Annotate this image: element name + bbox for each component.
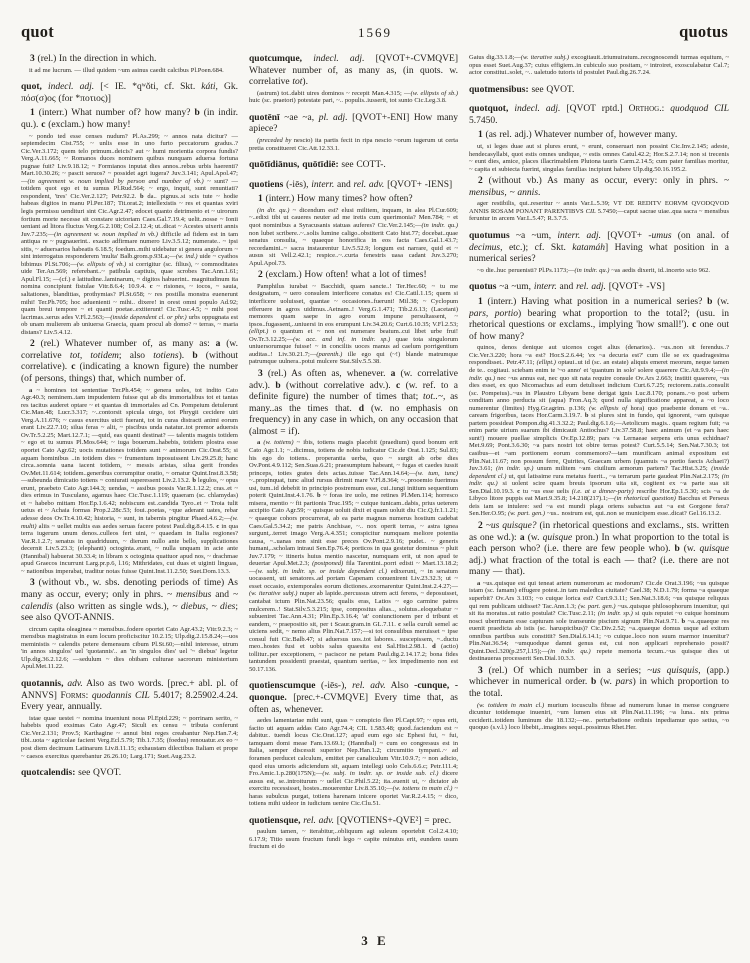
cross-reference: quotmensibus: see QVOT. — [469, 84, 575, 95]
sense-definition: 3 (rel.) As often as, whenever. a (w. correlative adv.). b (without correlative adv.). c (w. ref. to a definite figure) the number of times that; tot..~, as many..as the times that. d (w. no emphasis on frequency) in any case in which, on any occasion that (almost = if). — [249, 368, 458, 437]
sense-definition: 2 (exclam.) How often! what a lot of times! — [258, 270, 427, 281]
sense-definition: 1 (as rel. adj.) Whatever number of, however many. — [478, 130, 678, 141]
entry-headword-paragraph: quotumus ~a ~um, interr. adj. [QVOT+ -umus (on anal. of decimus, etc.); cf. Skt. katamáh] Having what position in a numerical series? — [469, 231, 729, 265]
sense-definition: 1 (interr.) What number of? how many? b (in indir. qu.). c (exclam.) how many! — [21, 108, 238, 130]
sense-definition: 1 (interr.) How many times? how often? — [258, 194, 413, 205]
citation-block: ~o die..huc peruenisti? Pl.Ps.1173;—(in indir. qu.) ~as aedis dixerit, id..incerto scio 962. — [477, 266, 711, 274]
sense-definition: 3 (rel.) Of which number in a series; ~us quisquis, (app.) whichever in numerical order. b (w. pars) in which proportion to the total. — [469, 665, 729, 700]
column-1 — [21, 54, 238, 946]
citation-block: ager restibilis, qui..reseritur ~ annis Var.L.5.39; VT DE REDITV EORVM QVODQVOD ANNIS ROSAM PONANT PARENTIBVS CIL 5.7450;—caput sacrae uiae..qua sacra ~ mensibus feruntur in arcem Var.L.5.47; R.3.7.5. — [469, 200, 729, 223]
column-2 — [249, 54, 458, 934]
text-columns — [21, 54, 729, 958]
citation-block: a ~ homines tot sententiae Ter.Ph.454; ~ genera uoles, tot indito Cato Agr.40.3; neminem..tam impudentem fuisse qui ab dis immortalibus tot et tantas res tacitus auderet optare ~ et quantas di immortales ad Cn. Pompeium detulerunt Cic.Man.48; Lucr.3.317; ~..contorsit spicula uirgo, tot Phrygii cecidere uiri Verg.A.11.676; ~ casus exercitus uicti fuerant, tot in curas distracti animi eorum erant Liv.22.7.10; silua feras ~ alit, ~ piscibus unda natatur..tot premor aduersis Ov.Tr.5.2.25; Mart.12.7.1; —quid, eas quanti destinat? — talentis magnis totidem ~ ego et tu sumus Pl.Mos.644; ~ iuga bouerum..habebis, totidem plostra esse oportet Cato Agr.62; uocis mutationes totidem sunt ~ animorum Cic.Orat.55; si aquam hominibus ..in totidem dies ~ frumentum inposuissent Liv.29.25.8; hanc circa..somnia uana iacent totidem, ~ messis aristas, silua gerit frondes Ov.Met.11.614; totidem..generibus corrumpitur oratio, ~ ornatur Quint.Inst.8.3.58;—subeunda dimicatio totiens ~ coniurati superessent Liv.2.13.2. b legulos, ~ opus erunt, praebeto Cato Agr.144.3; uendas, ~ assibus possis Var.R.1.12.2; cras..et ~ dies erimus in Tusculano, agamus haec Cic.Tusc.1.119; quaeram (sc. chlamydas) et ~ habebo mittam Hor.Ep.1.6.42; nobiscum est..candida Tyro..et ~ Troia tulit uetus et ~ Achaia formas Prop.2.28c.53; foui..poetas, ~que aderant uates, rebar adesse deos Ov.Tr.4.10.42; historia, ~ sunt, in tabernis pingitur Phaed.4.6.2;—(w. multi) aliis ~ uellet multis eas aedes seruas facere potest Paul.dig.8.4.15. c in qua terra iugerum unum denos..culleos fert uini, ~ quaedam in Italia regiones? Var.R.1.2.7; senatus in quadriduum, ~ dierum nullo ante bello, supplicationes decernit Liv.5.23.3; (elephanti) octoginta..erant, ~ nulla unquam in acie ante (Hannibal) habuerat 30.33.4; in libram x octoginta quattuor apud nos, ~ drachmae apud Graecos incurrunt Larg.pr.p.6, l.16; Mithridates, cui duas et uiginti linguas, ~ nationibus imperabat, traditur notas fuisse Quint.Inst.11.2.50; Suet.Dom.13.3. — [21, 386, 238, 575]
citation-block: it ad me lucrum. — illud quidem ~um asinus caedit calcibus Pl.Poen.684. — [29, 66, 224, 74]
citation-block: paulum tamen, ~ iterabitur,..obliquum agi suleum oportebit Col.2.4.10; 6.17.9; Titio usum fructum fundi lego ~ capite minutus erit, eundem usum fructum ei do — [249, 828, 458, 851]
citation-block: (w. totidem in main cl.) murium iocusculis fibrae ad numerum lunae in mense congruere dicuntur totidemque inueniri, ~um lumen eius sit Plin.Nat.11.196; ~a luna.. nix prima ceciderit..totidem luminum die 18.132;—ne.. perturbatione ordinis inpediamur quo setius, ~o quoquo (s.v.l.) loco libebit,..imagines sequi..possimus Rhet.Her. — [469, 701, 729, 732]
entry-headword-paragraph: quotannis, adv. Also as two words. [prec.+ abl. pl. of ANNVS] Forms: quodannis CIL 5.4017; 8.25902.4.24. Every year, annually. — [21, 678, 238, 713]
citation-block: Pamphilus iurabat ~ Bacchidi, quam sancte..! Ter.Hec.60; ~ tu me designatum, ~ uero consulem interficere conatus es! Cic.Catil.1.15; quem si interficere uoluisset, quantae ~ occasiones..fuerunt! Mil.38; ~ Cyclopum efferuere in agros uidimus..Aetnam..! Verg.G.1.471; Tib.2.6.13; (Lacetani) memores quam saepe in agro eorum impune persultassent, ~ ipsos..fugassent,..uniuersi in eos erumpunt Liv.34.20.6; Curt.6.10.35; V.Fl.2.53; (ellipt.) o quantum et ~ non est numerare beatum..cui libet urbe frui! Ov.Tr.3.12.25;—(w. acc. and inf. in indir. sp.) quae tota singulorum uniuersorumque fuisse! ~ in conciliis uoces manus ad caelum porrigentium auditas..! Liv.30.21.7;—(parenth.) ille ego qui (~!) blande matrumque patrumque uulnera..potui mulcere Stat.Silv.5.5.38. — [249, 282, 458, 366]
citation-block: a ~us..quisque est qui teneat artem numerorum ac modorum? Cic.de Orat.3.196; ~us quisque istam (sc. famam) effugere potest..in tam maledica ciuitate? Cael.38; N.D.1.79; forma ~a quaeque superbit? Ov.Ars 3.103; ~o cuique lorica est? Curt.9.3.11; Sen.Nat.3.18.6; ~us quisque reliquus qui rem publicam uidisset? Tac.Ann.1.3; (w. part. gen.) ~us..quisque philosophorum inuenitur, qui sit ita moratus..ut ratio postulat? Cic.Tusc.2.11; (in indir. sp.) si quis reputet ~o cuique hominum nosci uberrimam esse capturam sole transeunte piscium signum Plin.Nat.9.71. b ~a..quaeque res euenit praedicta ab istis (sc. haruspicibus)? Cic.Div.2.52; ~a..quaeque domus usque ad exitum omnibus partibus suis constitit? Sen.Dial.6.14.1; ~o cuique..loco non suum marmor inuenitur? Plin.Nat.36.54; ~umquodque damni genus est, cui non applicari reprehensio possit? Quint.Decl.320(p.257,l.15);—(in indir. qu.) repete memoria tecum..~us quisque dies ut destinaueras processerit Sen.Dial.10.3.3. — [469, 579, 729, 663]
entry-headword-paragraph: quotcumque, indecl. adj. [QVOT+-CVMQVE] Whatever number of, as many as, (in quots. w. correlative tot). — [249, 54, 458, 88]
column-3 — [469, 54, 729, 958]
citation-block: circum capita oleaginea ~ mensibus..fodere oportet Cato Agr.43.2; Vitr.9.2.3; ~ mensibus magistratus in eum locum proficiscitur 10.2.15; Ulp.dig.2.15.8.24;—uos meministis ~ calendis petere demensum cibum Pl.St.60;—nihil interesse, utrum 'in annos singulos' uel 'quotannis'.. an 'in singulos dies' uel '~ diebus' legetur Ulp.dig.36.2.12.6; —sedulum ~ dies obibam culturae sacrorum ministerium Apul.Met.11.22. — [21, 625, 238, 671]
citation-block: aedes lamentariae mihi sunt, quas ~ conspicio fleo Pl.Capt.97; ~ opus erit, facito uti aquam addas Cato Agr.74.4; CIL 1.583.48; quod..faciendum est ~ dabitur.. tuendi locus Cic.Orat.127; apud eum ego sic Ephesi fui, ~ fui, tamquam domi meae Fam.13.69.1; (Hannibal) ~ cum eo congressus est in Italia, semper discessit superior Nep.Han.1.2; circumitio tympani..~ ad foramen perducet calculum, emittet per canaliculum Vitr.10.9.7; ~ non adicio, quod eius umoris adiciendum sit, aquam intellegi uolo Cels.6.6.c; Petr.111.4; Fro.Amic.1.p.280(175N);—(w. subj. in indir. sp. or inside sub. cl.) dicere ausus est, se..introiturum ~ uellet Cic.Phil.5.22; ita..euenit ut, ~ dictator ab exercitu recessisset, hostes..mouerentur Liv.8.35.10;—(w. totiens in main cl.) ~ haras subulcus purgat, totiens harenam inicere oportet Var.R.2.4.15; ~ dico, totiens mihi uideor in iudicium uenire Cic.Clu.51. — [249, 717, 458, 808]
entry-headword-paragraph: quot, indecl. adj. [< IE. *qʷŏti, cf. Skt. káti, Gk. πόσ(σ)ος (for *ποτιος)] — [21, 82, 238, 104]
sense-definition: 3 (without vb., w. sbs. denoting periods of time) As many as occur, every; only in phrs. ~ mensibus and ~ calendis (also written as single wds.), ~ diebus, ~ dies; see also QVOT-ANNIS. — [21, 578, 238, 624]
running-head-right-catchword: quotus — [679, 22, 728, 41]
sense-definition: 1 (interr.) Having what position in a numerical series? b (w. pars, portio) bearing what proportion to the total?; (usu. in rhetorical questions or exclams., implying 'how small!'). c one out of how many? — [469, 296, 729, 342]
printers-signature: 3 E — [361, 933, 389, 948]
cross-reference: quotcalendis: see QVOT. — [21, 768, 122, 779]
citation-block: ~ pondo ted esse censes nudum? Pl.As.299; ~ annos nata dicitur? — septemdecim Cist.755; ~ unlis esse in uno furto peccatorum gradus..? Cic.Ver.3.172; quem telo primum..deicis? aut ~ humi morientia corpora fundis? Verg.A.11.665; ~ Romanos duces nominem quibus nunquam aduersa fortuna pugnae fuit? Liv.9.18.12; ~ Formianos inputat dies annos..rebus urbis haerenti? Mart.10.30.26; ~ pascit seruos? ~ possidet agri iugera? Juv.3.141; Apul.Apol.47;—(in agreement w. noun implied by person and number of vb.) ~ sunt? — totidem quot ego et tu sumus Pl.Rud.564; ~ ergo, inquit, sunt renuntiati? respondent, 'tres' Cic.Ver.2.127; Petr.92.2. b da.. pignus..si scis tute ~ hodie habeas digitos in manu Pl.Per.187; Tit.orat.2; intellexistis ~ res et quantas xviri legis permissu uendituri sint Cic.Agr.2.47; edocet quanto detrimento et ~ uirorum fortium morte necesse sit constare uictoriam Caes.Gal.7.19.4; uelit..nosse ~ Ionii ueniant ad litora fluctus Verg.G.2.108; Col.2.12.4; ut..dicat ~ Acestes uixerit annis Juv.7.235;—(in agreement w. noun implied in vb.) difficile ad fidem est in tam antiqua re ~ pugnauerint.. exacto adfirmare numero Liv.3.5.12; numerate.. ~ ipsi sitis, ~ aduersarios habeatis 6.18.5; foedum..mihi uidebatur si genera angulorum ~ sint interrogatus responderem 'multa' Balb.grom.p.93La;—(w. ind.) uide ~ cyathos bibimus Pl.St.706;—(w. ellipsis of vb.) si corrigitur (sc. filius), ~ commoditates uide Ter.An.569; referebant..~ patibula captiuis, quae scrobes Tac.Ann.1.61; Apul.Fl.15; —(cf.) e latitudine..laminarum, ~ digitos habuerint.. magnitudinum ita nomina concipiunt fistulae Vitr.8.6.4; 10.9.4. c ~ risiones, ~ iocos, ~ sauia, saltationes, blanditias, prothymias? Pl.St.658; ~ res postilla monstra euenerunt mihi! Ter.Ph.705; hoc aduenienti ~ mihi.. dixere! in orest omni populo Ad.92; quam breui tempore ~ et quanti poetae..extiterunt! Cic.Tusc.4.5; ~ mihi post lacrimas..serus ades V.Fl.2.563;—(inside dependent cl. or phr.) urbs oppugnata est ob unam mulierem ab uniuersa Graecia, quam procul ab domo? ~ terras, ~ maria distans? Liv.5.4.12. — [21, 132, 238, 336]
citation-block: (preceded by nescio) ita partis fecit in ripa nescio ~orum iugerum ut certa pretia constitueret Cic.Att.12.33.1. — [249, 137, 458, 152]
entry-headword-paragraph: quotienscumque (-iēs-), rel. adv. Also -cunque, -quonque. [prec.+-CVMQVE] Every time that, as often as, whenever. — [249, 681, 458, 715]
citation-block: istae quae uestei ~ nomina inueniunt noua Pl.Epid.229; ~ porrinam serito, ~ habebis quod exsimas Cato Agr.47; Siculi ex censu ~ tributa conferunt Cic.Ver.2.131; Prov.5; Karthagine ~ annui bini reges creabantur Nep.Han.7.4; tibi..uota ~ agricolae facient Verg.Ecl.5.79; Tib.1.7.35; (foedus) renouatur..ex eo ~ post diem decimum Latinarum Liv.8.11.15; exhaustam dilectibus Italiam et prope ~ caesos exercitus querebantur 26.26.10; Larg.171; Suet.Aug.23.2. — [21, 714, 238, 760]
citation-block: (astrum) tot..dabit uires dominos ~ recepit Man.4.315; —(w. ellipsis of sb.) huic (sc. praetori) potestate pari, ~.. populis..iusserit, tot sunto Cic.Leg.3.8. — [249, 89, 458, 105]
page-number: 1569 — [358, 25, 392, 40]
sense-definition: 2 ~us quisque? (in rhetorical questions and exclams., sts. written as one wd.): a (w. quisque pron.) In what proportion to the total is each person who? (i.e. there are few people who). b (w. quisque adj.) what fraction of the total is each — that? (i.e. there are not many — that). — [469, 520, 729, 578]
sense-definition: 2 (rel.) Whatever number of, as many as: a (w. correlative tot, totidem; also totiens). b (without correlative). c (indicating a known figure) the number (of persons, things) that, which number of. — [21, 339, 238, 385]
sense-definition: 3 (rel.) In the direction in which. — [30, 54, 157, 64]
entry-headword-paragraph: quotquot, indecl. adj. [QVOT rptd.] Orthog.: quodquod CIL 5.7450. — [469, 104, 729, 126]
entry-headword-paragraph: quotus ~a ~um, interr. and rel. adj. [QVOT+ -VS] — [469, 282, 665, 293]
citation-block: (in dir. qu.) ~ dicendum est? elusi militem, inquam, in alea Pl.Cur.609; ~..edixi tibi ut caueres neuter ad me iretis cum querimonia? Men.784; ~ et quot nominibus a Syracusanis statuas auferes? Cic.Ver.2.145;—(in indir. qu.) non lubet scribere..~..solis lumine caligo..obstiterit Cato hist.77; docebat..quae senatus consulta, ~ quaeque honorifica in eos facta Caes.Gal.1.43.7; recordamini..~ sacra instaurentur Liv.5.52.9; longum est narrare, quid et ~ ausus sit Vell.2.42.1; respice..~..curta fenestris uasa cadant Juv.3.270; Apul.Apol.73. — [249, 206, 458, 267]
running-head-left-catchword: quot — [21, 22, 54, 41]
entry-headword-paragraph: quotēnī ~ae ~a, pl. adj. [QVOT+-ENI] How many apiece? — [249, 112, 458, 135]
entry-headword-paragraph: quotiensque, rel. adv. [QVOTIENS+-QVE²] = prec. — [249, 815, 452, 826]
citation-block: ut, si leges duae aut si plures erunt, ~ erunt, conseruari non possint Cic.Inv.2.145; adeste, hendecasyllabi, quot estis omnes undique, ~ estis omnes Catul.42.2; Hor.S.2.7.14; non si trecenis ~ eunt dies, amice, places illacrimabilem Plutona tauris Carm.2.14.5; cum pater familias moritur, ~ capita ei subiecta fuerint, singulas familias incipiunt habere Ulp.dig.50.16.195.2. — [469, 143, 729, 173]
citation-continuation: Gaius dig.33.1.8;—(w. iterative subj.) excogitauit..triumuiratum..recognoscendi turmas equitum, ~ opus esset Suet.Aug.37; cuius effigiem..in cubiculo suo positam, ~ introiret, exosculabatur Cal.7; actor constitui..solet, ~.. ualetudo tutoris id postulet Paul.dig.26.7.24. — [469, 54, 729, 77]
cross-reference: quōtīdiānus, quōtīdiē: see COTT-. — [249, 160, 386, 171]
entry-headword-paragraph: quotiens (-iēs), interr. and rel. adv. [QVOT+ -IENS] — [249, 179, 453, 190]
sense-definition: 2 (without vb.) As many as occur, every: only in phrs. ~ mensibus, ~ annis. — [469, 176, 729, 198]
citation-block: a (w. totiens) ~ ibis, totiens magis placebit (praedium) quod bonum erit Cato Agr.1.1; ~..dicimus, totiens de nobis iudicatur Cic.de Orat.1.125; Sul.83; his ego do totiens.. properantia uerba, quo ~ surgit ab orbe dies Ov.Pont.4.9.112; Sen.Suas.6.21; praesumptum habeant, ~ fugas et caedes iussit princeps, toties grates deis actas..tuisse Tac.Ann.14.64;—(w. tum, tunc) ~..propinquat, tunc aliud rursus dirimit mare V.Fl.8.364; ~..prooemio fuerimus usi, tum..id debebit in principio postremum esse, cui..iungi initium sequentium poterit Quint.Inst.4.1.76. b ~ foras ire uolo, me retines Pl.Men.114; horresco misera, mentio ~ fit partionis Truc.195; ~ cuique tunicam..dabis, prius ueterem accipito Cato Agr.59; ~ quisque uoluit dixit et quam uoluit diu Cic.Q.fr.1.1.21; ~ quaeque cohors procurrerat, ab ea parte magnus numerus hostium cadebat Caes.Gal.5.34.2; me patris Anchisae, ~.. nox operit terras, ~ astra ignea surgunt,..terret imago Verg.A.4.351; conspicitur numquam meliore potentia causa, ~..uanas non sinit esse preces Ov.Pont.2.9.16; pudet.. ~ generis humani,..scholam intraui Sen.Ep.76.4; porticos in qua gestetur dominus ~ pluit Juv.7.179; ~ itineris huius mentio nascetur, numquam erit, ut non apud te deuertar Apul.Met.2.3; (postponed) fila Tarentini..porri edisti ~ Mart.13.18.2;—(w. subj. in indir. sp. or inside dependent cl.) edixerunt, ~ in senatum uocassent, uti senatores..ad portam Capenam conuenirent Liv.23.32.3; ut ~ esset occasio, extemporales eorum dictiones..exornarentur Quint.Inst.2.4.27;—(w. iterative subj.) nuper ab lapide..percussus utrem acti ferens, ~ deposuisset, cantabat ictum Plin.Nat.23.56; qualis eras, Latios ~ ego carmine patres mulcerem..! Stat.Silv.5.3.215; ipse, compositus alias.., solutus..eloquebatur ~ subueniret Tac.Ann.4.31; Plin.Ep.3.16.4; 'at' coniunctionem per d tribunt et eandem, ~ praepositio sit, per t Scaur.gram.in GL.7.11. c sella curuli semel ac uiciens sedit, ~ nemo alius Plin.Nat.7.157;—si tot consulibus meruisset ~ ipse consul fuit Cic.Balb.47; si aduersus uos..tot labores.. suscepissem, ~..ductu meo..hostes fusi et uobis salus quaesita est Sal.Hist.2.98.1. d (actio) tollitur..per exceptionem, ~ paciscor ne petam Paul.dig.2.14.17.2; bona fides tantundem possidenti praestat, quantum ueritas, ~ lex impedimento non est 50.17.136. — [249, 439, 458, 673]
citation-block: quinos, denos denique aut uicenos coget alius (denarios).. ~us..non sit ferendus..? Cic.Ver.3.220; hora ~a est? Hor.S.2.6.44; 'ex ~a decuria est?' cum ille se ex quadragesima respondisset.. Petr.47.11; (ellipt.) optaui..ut id (sc. an estate) aliquis emeret meorum, neque tamen de te.. cogitaui. sciebam enim te '~o anno' et 'quantum in solo' solere quaerere Cic.Att.9.9.4;—(in indir. qu.) nec ~us annus eat, nec quo sit nata require consule Ov.Ars 2.663; institit quaerere, ~us dies esset, ex quo Nicomachus ad eum detulisset indicium Curt.6.7.25; rectorem..ratis..consulit (sc. Pompeius)..~us in Plaustro Libyam bene derigat ignis Luc.8.170; ponam..~o post urbem conditam anno perducta sit (aqua) Fron.Aq.3; quod nulla significatione appareat, a ~o loco numerentur (limites) Hyg.Gr.agrim. p.136; (w. ellipsis of hora) quo praebente donum et ~a.. caream frigoribus, taces Hor.Carm.3.19.7. b si plures sint in fundo, qui ignorent, ~am quisque partem possideat Pompon.dig.41.3.32.2; Paul.dig.6.1.6;—Aetolicum magis.. quam regium fuit; ~a enim parte uirium suarum ibi dimicauit Antiochus? Liv.37.58.8; haec animum (et ~a pars haec sunt!) mouere puellae simplicis Ov.Ep.12.89; pars ~a Lernaeae serpens eris unus echidnae? Met.9.69; Pont.3.6.30; ~a pars nostri tot obire terras potest? Curt.5.5.14; Sen.Nat.7.30.3; tot casibus—et ~am portionem eorum commemoro?—tam munificam animal expositum est Plin.Nat.11.67; non possum ferre, Quirites, Graecam urbem (quamuis ~a portio faecis Achaei?) Juv.3.61; (in indir. sp.) unum militem ~am ciuilium armorum partem? Tac.Hist.3.25; (inside dependent cl.) ut, qui latissime rura metatus fuerit.., ~a terrarum parte gaudeat Plin.Nat.2.175; (in indir. qu.) si uolent scire quam breuis ipsorum uita sit, cogitent ex ~a parte sua sit Sen.Dial.10.19.3. c tu ~us esse uelis (i.e. at a dinner-party) rescribe Hor.Ep.1.5.30; scis ~a de Libyco litore puppis eat Mart.9.35.8; 14.218(217).1;—(in rhetorical question) Bacchus et Perseus deis iam se intulere: sed ~a est mundi plaga oriens subactus aut ~a est Gorgone fera? Sen.Her.O.95; (w. part. gen.) ~us.. nostrum est, qui..non se municipem esse..dicat? Gel.16.13.2. — [469, 344, 729, 518]
